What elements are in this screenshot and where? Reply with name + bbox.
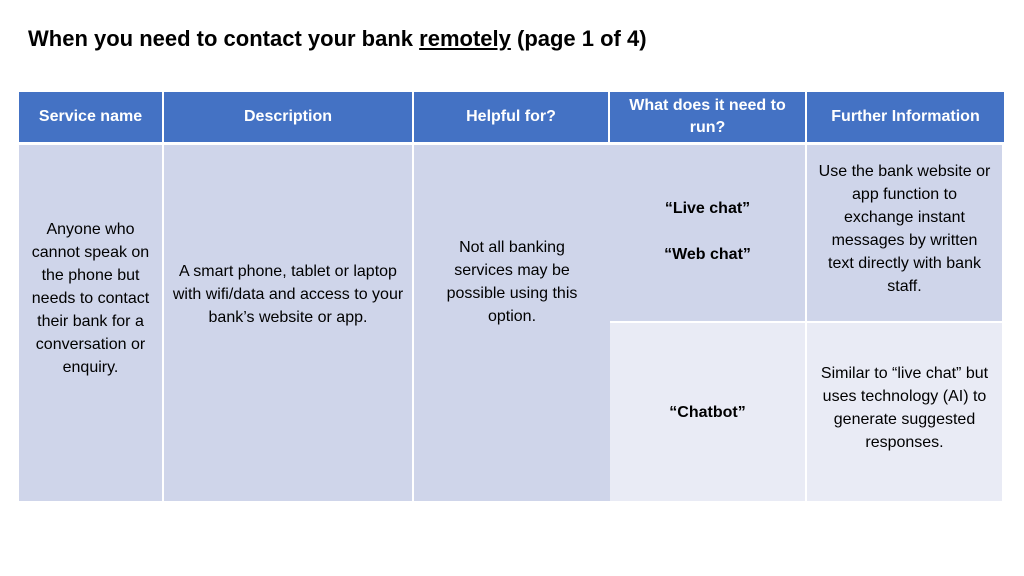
helpful-for-cell: Anyone who cannot speak on the phone but needs to contact their bank for a conversation or enquiry. [19,145,164,503]
header-service-name: Service name [19,92,164,145]
header-what-it-needs: What does it need to run? [610,92,807,145]
header-description: Description [164,92,414,145]
service-name-chatbot: “Chatbot” [610,323,807,503]
needs-to-run-cell: A smart phone, tablet or laptop with wifi/data and access to your bank’s website or app. [164,145,414,503]
description-live-chat: Use the bank website or app function to exchange instant messages by written text directly with bank staff. [807,145,1004,323]
further-information-cell: Not all banking services may be possible using this option. [414,145,610,503]
title-suffix: (page 1 of 4) [510,26,647,51]
title-prefix: When you need to contact your bank [28,26,420,51]
page-title [28,26,647,52]
title-underlined-word: remotely [419,26,511,51]
header-helpful-for: Helpful for? [414,92,610,145]
service-name-text: “Web chat” [664,245,751,263]
header-further-information: Further Information [807,92,1004,145]
service-name-live-chat [610,145,807,323]
description-chatbot: Similar to “live chat” but uses technology (AI) to generate suggested responses. [807,323,1004,503]
contact-services-table [19,92,1004,506]
service-name-text: “Live chat” [664,199,751,217]
